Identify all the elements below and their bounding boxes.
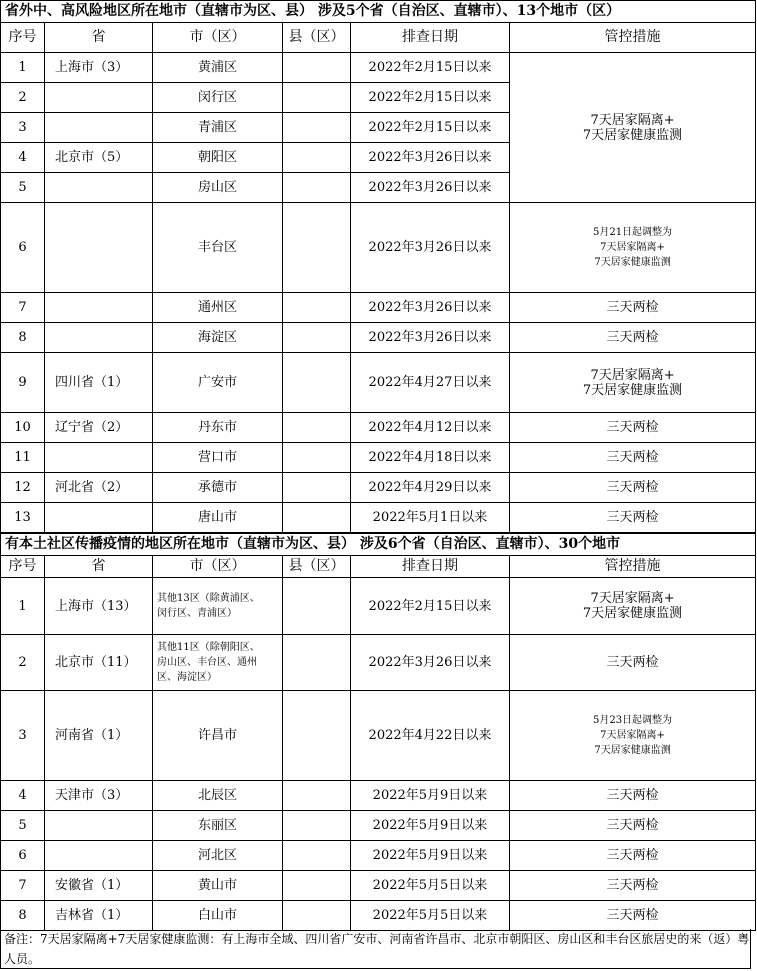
row-county xyxy=(283,323,351,353)
row-no: 2 xyxy=(1,83,45,113)
row-province: 安徽省（1） xyxy=(45,871,153,901)
header-measure: 管控措施 xyxy=(510,23,756,53)
row-city: 房山区 xyxy=(153,173,283,203)
table-row xyxy=(1,871,756,901)
row-no: 4 xyxy=(1,143,45,173)
table-row xyxy=(1,691,756,781)
row-measure: 三天两检 xyxy=(510,841,756,871)
measure-line: 5月21日起调整为 xyxy=(592,227,673,238)
row-city: 朝阳区 xyxy=(153,143,283,173)
row-no: 12 xyxy=(1,473,45,503)
header-date: 排查日期 xyxy=(351,556,510,578)
row-county xyxy=(283,353,351,413)
measure-line: 7天居家隔离+ xyxy=(590,112,675,128)
table-row xyxy=(1,635,756,691)
row-province: 河南省（1） xyxy=(45,691,153,781)
row-province xyxy=(45,83,153,113)
city-line: 其他13区（除黄浦区、 xyxy=(157,593,260,604)
section2-title: 有本土社区传播疫情的地区所在地市（直辖市为区、县） 涉及6个省（自治区、直辖市）、30个地市 xyxy=(1,534,756,556)
row-province xyxy=(45,173,153,203)
row-county xyxy=(283,53,351,83)
row-date: 2022年4月29日以来 xyxy=(351,473,510,503)
row-measure: 三天两检 xyxy=(510,871,756,901)
measure-line: 7天居家健康监测 xyxy=(582,127,683,143)
row-measure xyxy=(510,53,756,203)
row-measure: 三天两检 xyxy=(510,323,756,353)
row-measure: 三天两检 xyxy=(510,901,756,931)
measure-line: 7天居家隔离+ xyxy=(590,591,675,606)
table-row xyxy=(1,443,756,473)
measure-line: 7天居家健康监测 xyxy=(594,745,671,756)
header-city: 市（区） xyxy=(153,556,283,578)
row-county xyxy=(283,473,351,503)
row-measure: 三天两检 xyxy=(510,293,756,323)
row-no: 1 xyxy=(1,578,45,635)
row-county xyxy=(283,203,351,293)
row-no: 6 xyxy=(1,841,45,871)
city-line: 闵行区、青浦区） xyxy=(157,608,237,619)
row-date: 2022年4月18日以来 xyxy=(351,443,510,473)
row-county xyxy=(283,293,351,323)
table-row xyxy=(1,53,756,83)
table-row xyxy=(1,353,756,413)
row-measure xyxy=(510,203,756,293)
row-province xyxy=(45,113,153,143)
row-city: 承德市 xyxy=(153,473,283,503)
row-city: 海淀区 xyxy=(153,323,283,353)
row-no: 9 xyxy=(1,353,45,413)
row-county xyxy=(283,901,351,931)
row-city: 闵行区 xyxy=(153,83,283,113)
row-no: 10 xyxy=(1,413,45,443)
row-city: 许昌市 xyxy=(153,691,283,781)
row-city xyxy=(153,578,283,635)
row-province: 北京市（11） xyxy=(45,635,153,691)
row-measure: 三天两检 xyxy=(510,473,756,503)
row-county xyxy=(283,113,351,143)
row-province xyxy=(45,811,153,841)
row-province: 上海市（3） xyxy=(45,53,153,83)
row-date: 2022年2月15日以来 xyxy=(351,113,510,143)
row-no: 5 xyxy=(1,811,45,841)
row-date: 2022年2月15日以来 xyxy=(351,83,510,113)
row-date: 2022年3月26日以来 xyxy=(351,635,510,691)
row-date: 2022年4月27日以来 xyxy=(351,353,510,413)
row-no: 7 xyxy=(1,871,45,901)
row-measure: 三天两检 xyxy=(510,503,756,533)
header-province: 省 xyxy=(45,556,153,578)
row-province xyxy=(45,323,153,353)
row-no: 7 xyxy=(1,293,45,323)
row-measure xyxy=(510,353,756,413)
row-no: 4 xyxy=(1,781,45,811)
row-date: 2022年5月1日以来 xyxy=(351,503,510,533)
measure-line: 7天居家隔离+ xyxy=(600,242,665,253)
row-no: 1 xyxy=(1,53,45,83)
table-row xyxy=(1,203,756,293)
row-city: 丰台区 xyxy=(153,203,283,293)
row-province: 吉林省（1） xyxy=(45,901,153,931)
row-date: 2022年5月5日以来 xyxy=(351,871,510,901)
table-row xyxy=(1,293,756,323)
row-date: 2022年3月26日以来 xyxy=(351,143,510,173)
header-no: 序号 xyxy=(1,556,45,578)
row-date: 2022年4月22日以来 xyxy=(351,691,510,781)
row-county xyxy=(283,143,351,173)
table-row xyxy=(1,323,756,353)
table-row xyxy=(1,503,756,533)
row-date: 2022年4月12日以来 xyxy=(351,413,510,443)
row-no: 6 xyxy=(1,203,45,293)
table-row xyxy=(1,901,756,931)
row-province: 天津市（3） xyxy=(45,781,153,811)
row-no: 8 xyxy=(1,901,45,931)
row-county xyxy=(283,871,351,901)
row-measure: 三天两检 xyxy=(510,635,756,691)
row-county xyxy=(283,413,351,443)
row-date: 2022年3月26日以来 xyxy=(351,293,510,323)
row-city: 黄浦区 xyxy=(153,53,283,83)
row-province xyxy=(45,203,153,293)
row-county xyxy=(283,841,351,871)
row-county xyxy=(283,781,351,811)
row-city: 青浦区 xyxy=(153,113,283,143)
table-row xyxy=(1,473,756,503)
table-row xyxy=(1,578,756,635)
measure-line: 7天居家健康监测 xyxy=(582,606,683,621)
table-row xyxy=(1,811,756,841)
header-county: 县（区） xyxy=(283,23,351,53)
row-measure: 三天两检 xyxy=(510,443,756,473)
row-city: 唐山市 xyxy=(153,503,283,533)
row-date: 2022年5月9日以来 xyxy=(351,781,510,811)
city-line: 其他11区（除朝阳区、 xyxy=(157,642,260,653)
row-city: 白山市 xyxy=(153,901,283,931)
row-date: 2022年2月15日以来 xyxy=(351,53,510,83)
row-measure: 三天两检 xyxy=(510,781,756,811)
row-city: 东丽区 xyxy=(153,811,283,841)
footnote: 备注：7天居家隔离+7天居家健康监测：有上海市全域、四川省广安市、河南省许昌市、北京市朝阳区、房山区和丰台区旅居史的来（返）粤人员。 xyxy=(0,929,751,969)
row-province xyxy=(45,503,153,533)
row-no: 2 xyxy=(1,635,45,691)
row-no: 3 xyxy=(1,113,45,143)
row-province xyxy=(45,293,153,323)
row-county xyxy=(283,173,351,203)
row-county xyxy=(283,83,351,113)
header-no: 序号 xyxy=(1,23,45,53)
row-province: 上海市（13） xyxy=(45,578,153,635)
row-city: 通州区 xyxy=(153,293,283,323)
row-province xyxy=(45,841,153,871)
row-date: 2022年3月26日以来 xyxy=(351,203,510,293)
row-measure: 三天两检 xyxy=(510,413,756,443)
header-city: 市（区） xyxy=(153,23,283,53)
measure-line: 5月23日起调整为 xyxy=(592,715,673,726)
community-spread-table xyxy=(0,533,756,931)
row-no: 3 xyxy=(1,691,45,781)
row-date: 2022年5月9日以来 xyxy=(351,811,510,841)
row-no: 5 xyxy=(1,173,45,203)
row-city: 北辰区 xyxy=(153,781,283,811)
row-county xyxy=(283,443,351,473)
row-province: 辽宁省（2） xyxy=(45,413,153,443)
row-date: 2022年5月5日以来 xyxy=(351,901,510,931)
measure-line: 7天居家隔离+ xyxy=(600,730,665,741)
row-province xyxy=(45,443,153,473)
row-no: 11 xyxy=(1,443,45,473)
row-date: 2022年2月15日以来 xyxy=(351,578,510,635)
header-measure: 管控措施 xyxy=(510,556,756,578)
measure-line: 7天居家隔离+ xyxy=(590,367,675,383)
row-city: 黄山市 xyxy=(153,871,283,901)
row-no: 8 xyxy=(1,323,45,353)
row-province: 河北省（2） xyxy=(45,473,153,503)
table-row xyxy=(1,413,756,443)
row-no: 13 xyxy=(1,503,45,533)
section1-header-row xyxy=(1,23,756,53)
row-date: 2022年5月9日以来 xyxy=(351,841,510,871)
row-date: 2022年3月26日以来 xyxy=(351,323,510,353)
row-county xyxy=(283,503,351,533)
row-measure xyxy=(510,578,756,635)
row-county xyxy=(283,635,351,691)
row-city: 河北区 xyxy=(153,841,283,871)
row-city: 营口市 xyxy=(153,443,283,473)
table-row xyxy=(1,841,756,871)
section2-header-row xyxy=(1,556,756,578)
row-province: 四川省（1） xyxy=(45,353,153,413)
row-county xyxy=(283,811,351,841)
row-measure xyxy=(510,691,756,781)
row-measure: 三天两检 xyxy=(510,811,756,841)
row-county xyxy=(283,578,351,635)
row-city: 丹东市 xyxy=(153,413,283,443)
row-county xyxy=(283,691,351,781)
city-line: 房山区、丰台区、通州 xyxy=(157,657,257,668)
measure-line: 7天居家健康监测 xyxy=(582,382,683,398)
city-line: 区、海淀区） xyxy=(157,672,217,683)
table-row xyxy=(1,781,756,811)
header-province: 省 xyxy=(45,23,153,53)
row-city xyxy=(153,635,283,691)
row-city: 广安市 xyxy=(153,353,283,413)
header-date: 排查日期 xyxy=(351,23,510,53)
row-province: 北京市（5） xyxy=(45,143,153,173)
section1-title: 省外中、高风险地区所在地市（直辖市为区、县） 涉及5个省（自治区、直辖市）、13个地市（区） xyxy=(1,1,756,23)
measure-line: 7天居家健康监测 xyxy=(594,257,671,268)
header-county: 县（区） xyxy=(283,556,351,578)
row-date: 2022年3月26日以来 xyxy=(351,173,510,203)
